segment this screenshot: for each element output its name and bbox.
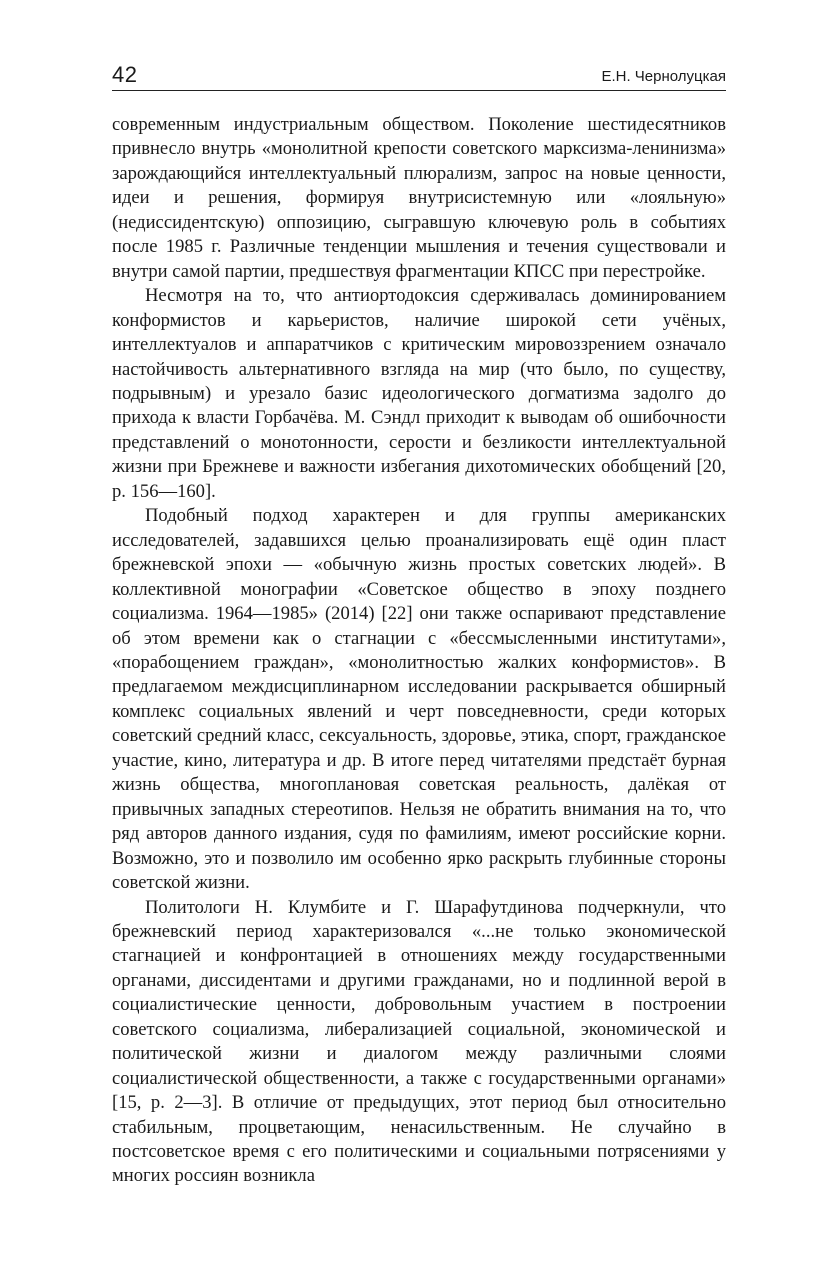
page-number: 42 <box>112 62 138 87</box>
page-header <box>112 62 726 92</box>
paragraph-4: Политологи Н. Клумбите и Г. Шарафутдинова подчеркнули, что брежневский период характеризовался «...не только экономической стагнацией и конфронтацией в отношениях между государственными органами, диссидентами и другими гражданами, но и подлинной верой в социалистические ценности, добровольным участием в построении советского социализма, либерализацией социальной, экономической и политической жизни и диалогом между различными слоями социалистической общественности, а также с государственными органами» [15, р. 2—3]. В отличие от предыдущих, этот период был относительно стабильным, процветающим, ненасильственным. Не случайно в постсоветское время с его политическими и социальными потрясениями у многих россиян возникла <box>112 896 726 1187</box>
body-text <box>112 113 726 1189</box>
paragraph-2: Несмотря на то, что антиортодоксия сдерживалась доминированием конформистов и карьеристов, наличие широкой сети учёных, интеллектуалов и аппаратчиков с критическим мировоззрением означало настойчивость альтернативного взгляда на мир (что было, по существу, подрывным) и урезало базис идеологического догматизма задолго до прихода к власти Горбачёва. М. Сэндл приходит к выводам об ошибочности представлений о монотонности, серости и безликости интеллектуальной жизни при Брежневе и важности избегания дихотомических обобщений [20, р. 156—160]. <box>112 285 726 502</box>
paragraph-1: современным индустриальным обществом. Поколение шестидесятников привнесло внутрь «монолитной крепости советского марксизма-ленинизма» зарождающийся интеллектуальный плюрализм, запрос на новые ценности, идеи и решения, формируя внутрисистемную или «лояльную» (недиссидентскую) оппозицию, сыгравшую ключевую роль в событиях после 1985 г. Различные тенденции мышления и течения существовали и внутри самой партии, предшествуя фрагментации КПСС при перестройке. <box>112 114 726 282</box>
paragraph-3: Подобный подход характерен и для группы американских исследователей, задавшихся целью проанализировать ещё один пласт брежневской эпохи — «обычную жизнь простых советских людей». В коллективной монографии «Советское общество в эпоху позднего социализма. 1964—1985» (2014) [22] они также оспаривают представление об этом времени как о стагнации с «бессмысленными институтами», «порабощением граждан», «монолитностью жалких конформистов». В предлагаемом междисциплинарном исследовании раскрывается обширный комплекс социальных явлений и черт повседневности, среди которых советский средний класс, сексуальность, здоровье, этика, спорт, гражданское участие, кино, литература и др. В итоге перед читателями предстаёт бурная жизнь общества, многоплановая советская реальность, далёкая от привычных западных стереотипов. Нельзя не обратить внимания на то, что ряд авторов данного издания, судя по фамилиям, имеют российские корни. Возможно, это и позволило им особенно ярко раскрыть глубинные стороны советской жизни. <box>112 505 726 894</box>
running-head-author: Е.Н. Чернолуцкая <box>601 68 726 85</box>
header-divider <box>112 90 726 91</box>
